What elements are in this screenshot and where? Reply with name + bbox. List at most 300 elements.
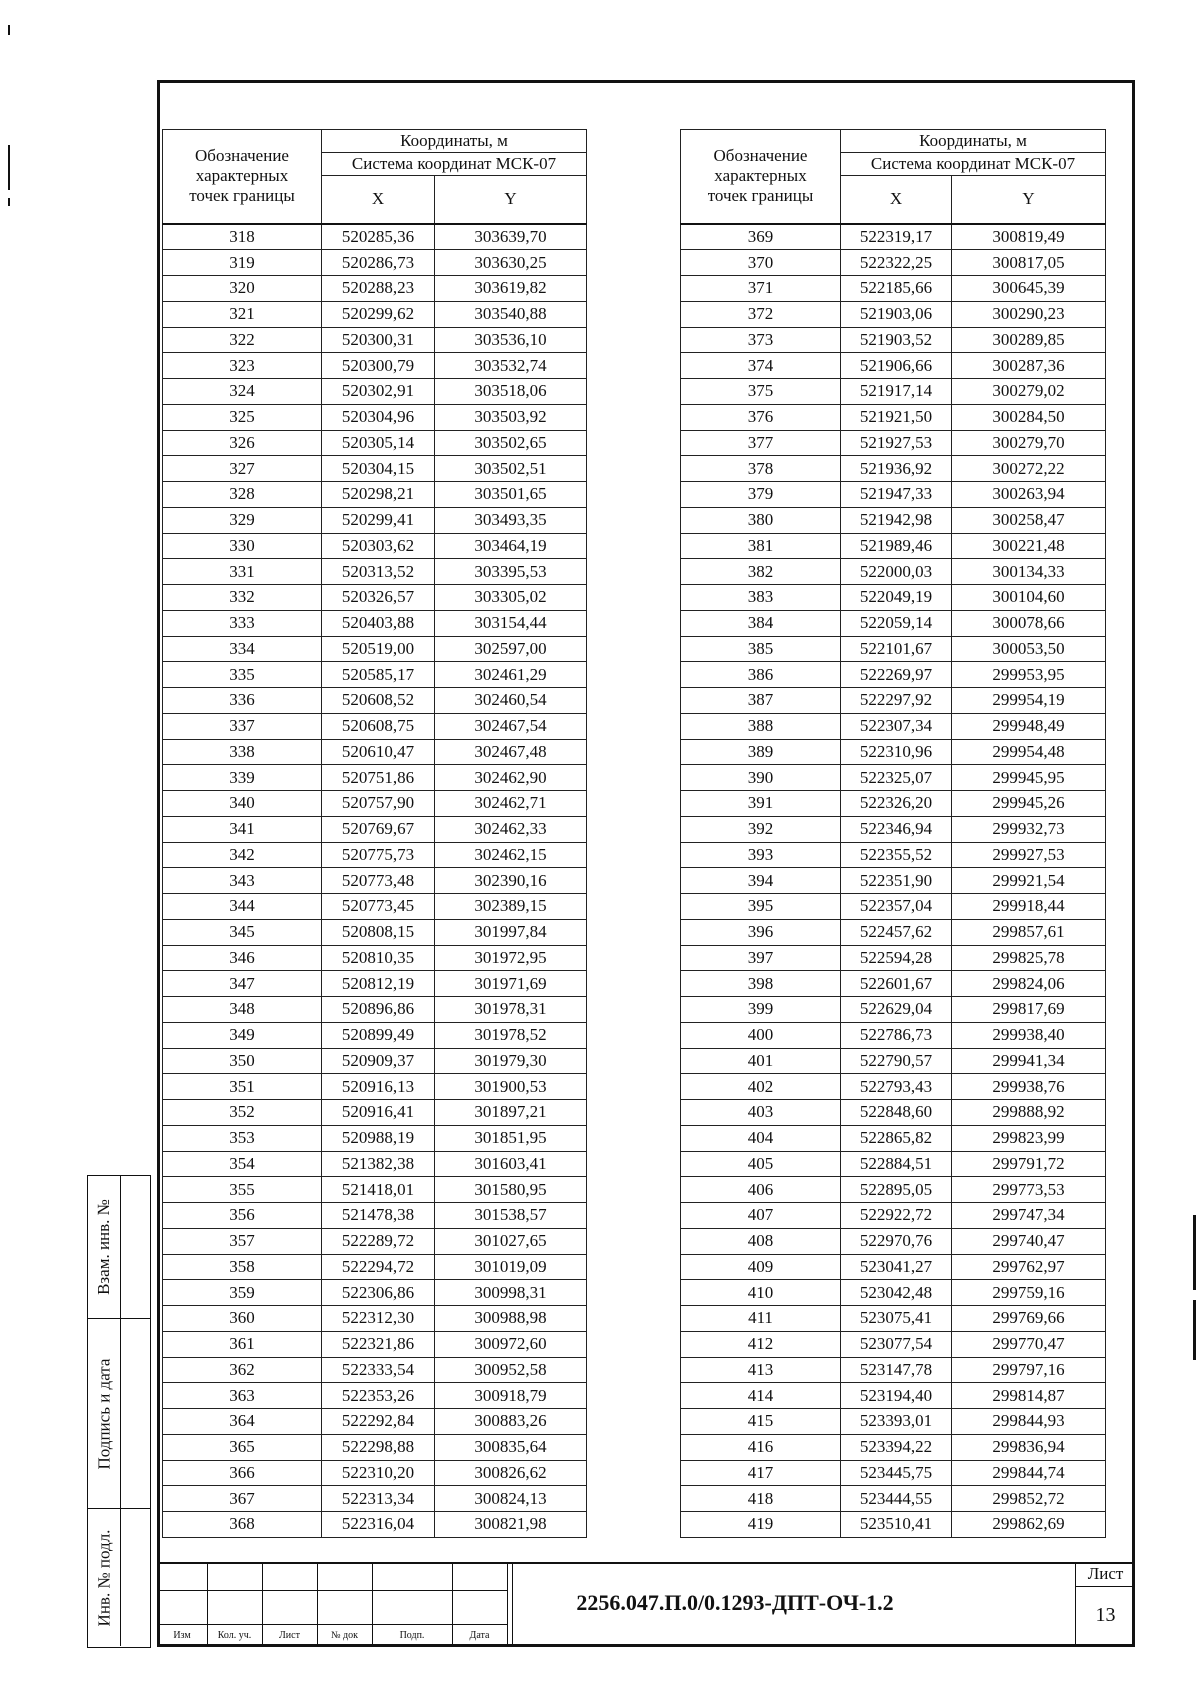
coord-x: 520519,00 bbox=[322, 636, 435, 662]
table-row bbox=[163, 1280, 587, 1306]
coord-y: 300290,23 bbox=[952, 301, 1106, 327]
coord-x: 521418,01 bbox=[322, 1177, 435, 1203]
point-number: 338 bbox=[163, 739, 322, 765]
coord-y: 300263,94 bbox=[952, 482, 1106, 508]
point-number: 374 bbox=[681, 353, 841, 379]
coord-y: 300134,33 bbox=[952, 559, 1106, 585]
coord-y: 302462,33 bbox=[435, 816, 587, 842]
coord-y: 300824,13 bbox=[435, 1486, 587, 1512]
table-row bbox=[163, 1048, 587, 1074]
left-table-body bbox=[163, 224, 587, 1538]
table-row bbox=[681, 662, 1106, 688]
point-number: 378 bbox=[681, 456, 841, 482]
point-number: 395 bbox=[681, 894, 841, 920]
table-row bbox=[163, 1151, 587, 1177]
table-row bbox=[681, 1125, 1106, 1151]
point-number: 405 bbox=[681, 1151, 841, 1177]
point-number: 385 bbox=[681, 636, 841, 662]
table-row bbox=[681, 868, 1106, 894]
coord-x: 522310,20 bbox=[322, 1460, 435, 1486]
point-number: 400 bbox=[681, 1022, 841, 1048]
table-row bbox=[163, 610, 587, 636]
point-number: 339 bbox=[163, 765, 322, 791]
scan-mark bbox=[8, 198, 10, 206]
coord-x: 523075,41 bbox=[841, 1306, 952, 1332]
table-row bbox=[163, 430, 587, 456]
coord-x: 522298,88 bbox=[322, 1434, 435, 1460]
table-row bbox=[681, 713, 1106, 739]
table-row bbox=[163, 713, 587, 739]
coord-x: 523147,78 bbox=[841, 1357, 952, 1383]
table-row bbox=[163, 739, 587, 765]
table-row bbox=[163, 1409, 587, 1435]
coord-y: 301538,57 bbox=[435, 1203, 587, 1229]
scan-mark bbox=[1193, 1300, 1196, 1360]
coord-y: 299825,78 bbox=[952, 945, 1106, 971]
coord-y: 299747,34 bbox=[952, 1203, 1106, 1229]
coord-x: 520909,37 bbox=[322, 1048, 435, 1074]
point-number: 384 bbox=[681, 610, 841, 636]
scan-mark bbox=[8, 145, 10, 190]
coord-x: 520916,41 bbox=[322, 1100, 435, 1126]
point-number: 397 bbox=[681, 945, 841, 971]
coord-x: 522321,86 bbox=[322, 1331, 435, 1357]
table-row bbox=[163, 636, 587, 662]
coord-x: 522865,82 bbox=[841, 1125, 952, 1151]
coord-x: 522294,72 bbox=[322, 1254, 435, 1280]
coord-y: 302467,54 bbox=[435, 713, 587, 739]
coord-x: 522319,17 bbox=[841, 224, 952, 250]
coord-x: 522306,86 bbox=[322, 1280, 435, 1306]
coord-y: 300289,85 bbox=[952, 327, 1106, 353]
coord-y: 299932,73 bbox=[952, 816, 1106, 842]
coord-y: 300952,58 bbox=[435, 1357, 587, 1383]
point-number: 340 bbox=[163, 791, 322, 817]
point-number: 351 bbox=[163, 1074, 322, 1100]
coord-x: 523042,48 bbox=[841, 1280, 952, 1306]
coord-y: 303395,53 bbox=[435, 559, 587, 585]
point-number: 334 bbox=[163, 636, 322, 662]
point-number: 408 bbox=[681, 1228, 841, 1254]
table-row bbox=[163, 945, 587, 971]
table-row bbox=[681, 301, 1106, 327]
table-row bbox=[163, 1125, 587, 1151]
coord-x: 520298,21 bbox=[322, 482, 435, 508]
coord-x: 520300,79 bbox=[322, 353, 435, 379]
coord-x: 522790,57 bbox=[841, 1048, 952, 1074]
table-row bbox=[681, 1280, 1106, 1306]
revision-grid bbox=[157, 1564, 507, 1647]
table-row bbox=[681, 379, 1106, 405]
point-number: 393 bbox=[681, 842, 841, 868]
point-number: 326 bbox=[163, 430, 322, 456]
coord-x: 521903,06 bbox=[841, 301, 952, 327]
coord-x: 522970,76 bbox=[841, 1228, 952, 1254]
point-number: 410 bbox=[681, 1280, 841, 1306]
coord-y: 299953,95 bbox=[952, 662, 1106, 688]
coord-y: 303154,44 bbox=[435, 610, 587, 636]
coord-y: 303501,65 bbox=[435, 482, 587, 508]
point-number: 352 bbox=[163, 1100, 322, 1126]
point-number: 380 bbox=[681, 507, 841, 533]
point-number: 373 bbox=[681, 327, 841, 353]
table-row bbox=[681, 1434, 1106, 1460]
point-number: 329 bbox=[163, 507, 322, 533]
coord-x: 521936,92 bbox=[841, 456, 952, 482]
point-number: 415 bbox=[681, 1409, 841, 1435]
coord-y: 303502,51 bbox=[435, 456, 587, 482]
point-number: 325 bbox=[163, 404, 322, 430]
table-row bbox=[681, 997, 1106, 1023]
table-row bbox=[163, 765, 587, 791]
table-row bbox=[681, 1383, 1106, 1409]
coord-y: 299852,72 bbox=[952, 1486, 1106, 1512]
table-row bbox=[163, 482, 587, 508]
coordinates-table-left bbox=[162, 129, 587, 1538]
coord-x: 522325,07 bbox=[841, 765, 952, 791]
coord-y: 302390,16 bbox=[435, 868, 587, 894]
coord-x: 522269,97 bbox=[841, 662, 952, 688]
header-designation: Обозначение характерных точек границы bbox=[681, 130, 841, 224]
coord-y: 299921,54 bbox=[952, 868, 1106, 894]
table-row bbox=[681, 1228, 1106, 1254]
coord-x: 523394,22 bbox=[841, 1434, 952, 1460]
coord-x: 522355,52 bbox=[841, 842, 952, 868]
table-row bbox=[163, 327, 587, 353]
coord-y: 301900,53 bbox=[435, 1074, 587, 1100]
table-row bbox=[681, 353, 1106, 379]
point-number: 399 bbox=[681, 997, 841, 1023]
table-row bbox=[163, 404, 587, 430]
table-row bbox=[681, 1357, 1106, 1383]
table-row bbox=[681, 1177, 1106, 1203]
point-number: 344 bbox=[163, 894, 322, 920]
coord-x: 522601,67 bbox=[841, 971, 952, 997]
table-row bbox=[681, 765, 1106, 791]
coord-x: 522629,04 bbox=[841, 997, 952, 1023]
coord-x: 522297,92 bbox=[841, 688, 952, 714]
coord-x: 520304,15 bbox=[322, 456, 435, 482]
coord-y: 303619,82 bbox=[435, 276, 587, 302]
table-row bbox=[681, 1022, 1106, 1048]
coord-x: 523041,27 bbox=[841, 1254, 952, 1280]
coord-x: 520299,41 bbox=[322, 507, 435, 533]
point-number: 331 bbox=[163, 559, 322, 585]
stamp-data-label: Дата bbox=[469, 1630, 490, 1641]
coord-x: 521917,14 bbox=[841, 379, 952, 405]
point-number: 356 bbox=[163, 1203, 322, 1229]
coord-x: 520608,52 bbox=[322, 688, 435, 714]
coord-y: 299824,06 bbox=[952, 971, 1106, 997]
coord-x: 521903,52 bbox=[841, 327, 952, 353]
coord-y: 301972,95 bbox=[435, 945, 587, 971]
table-row bbox=[163, 1254, 587, 1280]
table-row bbox=[681, 1203, 1106, 1229]
coord-x: 520403,88 bbox=[322, 610, 435, 636]
coord-x: 520300,31 bbox=[322, 327, 435, 353]
point-number: 342 bbox=[163, 842, 322, 868]
coord-x: 521921,50 bbox=[841, 404, 952, 430]
table-row bbox=[681, 1409, 1106, 1435]
table-row bbox=[681, 1074, 1106, 1100]
coord-y: 300104,60 bbox=[952, 585, 1106, 611]
coord-y: 300826,62 bbox=[435, 1460, 587, 1486]
coord-x: 520313,52 bbox=[322, 559, 435, 585]
table-row bbox=[163, 276, 587, 302]
coord-x: 521478,38 bbox=[322, 1203, 435, 1229]
coord-y: 299948,49 bbox=[952, 713, 1106, 739]
header-system: Система координат МСК-07 bbox=[841, 153, 1106, 176]
coord-y: 301603,41 bbox=[435, 1151, 587, 1177]
coord-x: 522357,04 bbox=[841, 894, 952, 920]
point-number: 418 bbox=[681, 1486, 841, 1512]
coord-y: 299817,69 bbox=[952, 997, 1106, 1023]
coord-x: 520757,90 bbox=[322, 791, 435, 817]
coord-y: 299945,95 bbox=[952, 765, 1106, 791]
coord-y: 301019,09 bbox=[435, 1254, 587, 1280]
coord-y: 301997,84 bbox=[435, 919, 587, 945]
coord-y: 299773,53 bbox=[952, 1177, 1106, 1203]
table-row bbox=[163, 1460, 587, 1486]
coord-y: 299888,92 bbox=[952, 1100, 1106, 1126]
coord-x: 522351,90 bbox=[841, 868, 952, 894]
point-number: 365 bbox=[163, 1434, 322, 1460]
inv-orig-cell bbox=[88, 1508, 150, 1646]
point-number: 327 bbox=[163, 456, 322, 482]
table-row bbox=[163, 224, 587, 250]
coord-x: 521947,33 bbox=[841, 482, 952, 508]
point-number: 332 bbox=[163, 585, 322, 611]
coord-x: 520808,15 bbox=[322, 919, 435, 945]
sheet-label: Лист bbox=[1076, 1562, 1135, 1587]
table-row bbox=[681, 1512, 1106, 1538]
coord-y: 303518,06 bbox=[435, 379, 587, 405]
point-number: 348 bbox=[163, 997, 322, 1023]
table-row bbox=[163, 250, 587, 276]
point-number: 349 bbox=[163, 1022, 322, 1048]
point-number: 322 bbox=[163, 327, 322, 353]
point-number: 389 bbox=[681, 739, 841, 765]
point-number: 318 bbox=[163, 224, 322, 250]
coord-y: 299770,47 bbox=[952, 1331, 1106, 1357]
table-row bbox=[163, 816, 587, 842]
table-row bbox=[163, 559, 587, 585]
coord-y: 299814,87 bbox=[952, 1383, 1106, 1409]
coord-x: 522884,51 bbox=[841, 1151, 952, 1177]
coord-x: 522594,28 bbox=[841, 945, 952, 971]
coord-y: 303305,02 bbox=[435, 585, 587, 611]
coord-y: 300258,47 bbox=[952, 507, 1106, 533]
inv-orig-label: Инв. № подл. bbox=[94, 1529, 113, 1626]
table-row bbox=[163, 1357, 587, 1383]
point-number: 350 bbox=[163, 1048, 322, 1074]
point-number: 333 bbox=[163, 610, 322, 636]
coord-x: 521927,53 bbox=[841, 430, 952, 456]
coord-y: 299954,19 bbox=[952, 688, 1106, 714]
coord-x: 520773,45 bbox=[322, 894, 435, 920]
header-x: X bbox=[841, 176, 952, 224]
coord-y: 300821,98 bbox=[435, 1512, 587, 1538]
point-number: 411 bbox=[681, 1306, 841, 1332]
table-row bbox=[681, 971, 1106, 997]
point-number: 386 bbox=[681, 662, 841, 688]
table-row bbox=[681, 688, 1106, 714]
coord-y: 302389,15 bbox=[435, 894, 587, 920]
table-row bbox=[681, 1100, 1106, 1126]
table-row bbox=[163, 1486, 587, 1512]
table-row bbox=[163, 353, 587, 379]
coord-x: 520326,57 bbox=[322, 585, 435, 611]
coord-y: 299791,72 bbox=[952, 1151, 1106, 1177]
coord-x: 523077,54 bbox=[841, 1331, 952, 1357]
coord-y: 303532,74 bbox=[435, 353, 587, 379]
coord-y: 300287,36 bbox=[952, 353, 1106, 379]
coord-x: 520608,75 bbox=[322, 713, 435, 739]
coord-x: 520288,23 bbox=[322, 276, 435, 302]
point-number: 401 bbox=[681, 1048, 841, 1074]
coord-y: 303540,88 bbox=[435, 301, 587, 327]
table-row bbox=[163, 971, 587, 997]
point-number: 360 bbox=[163, 1306, 322, 1332]
coord-y: 303639,70 bbox=[435, 224, 587, 250]
coord-x: 523445,75 bbox=[841, 1460, 952, 1486]
header-x: X bbox=[322, 176, 435, 224]
coordinates-table-right bbox=[680, 129, 1106, 1538]
point-number: 357 bbox=[163, 1228, 322, 1254]
table-row bbox=[163, 1434, 587, 1460]
point-number: 358 bbox=[163, 1254, 322, 1280]
coord-y: 300998,31 bbox=[435, 1280, 587, 1306]
coord-y: 302597,00 bbox=[435, 636, 587, 662]
point-number: 406 bbox=[681, 1177, 841, 1203]
coord-y: 301971,69 bbox=[435, 971, 587, 997]
table-row bbox=[163, 1022, 587, 1048]
point-number: 404 bbox=[681, 1125, 841, 1151]
coord-x: 522101,67 bbox=[841, 636, 952, 662]
sign-date-label: Подпись и дата bbox=[94, 1358, 113, 1469]
point-number: 345 bbox=[163, 919, 322, 945]
coord-y: 303493,35 bbox=[435, 507, 587, 533]
table-row bbox=[163, 894, 587, 920]
coord-x: 520303,62 bbox=[322, 533, 435, 559]
table-row bbox=[163, 919, 587, 945]
point-number: 363 bbox=[163, 1383, 322, 1409]
stamp-podp-label: Подп. bbox=[399, 1630, 425, 1641]
coord-x: 522000,03 bbox=[841, 559, 952, 585]
table-row bbox=[681, 842, 1106, 868]
coord-x: 522333,54 bbox=[322, 1357, 435, 1383]
point-number: 323 bbox=[163, 353, 322, 379]
table-row bbox=[681, 276, 1106, 302]
coord-x: 520899,49 bbox=[322, 1022, 435, 1048]
point-number: 376 bbox=[681, 404, 841, 430]
coord-y: 299844,93 bbox=[952, 1409, 1106, 1435]
point-number: 370 bbox=[681, 250, 841, 276]
table-row bbox=[163, 868, 587, 894]
coord-y: 299918,44 bbox=[952, 894, 1106, 920]
point-number: 320 bbox=[163, 276, 322, 302]
coord-y: 299797,16 bbox=[952, 1357, 1106, 1383]
coord-x: 520773,48 bbox=[322, 868, 435, 894]
header-system: Система координат МСК-07 bbox=[322, 153, 587, 176]
table-row bbox=[681, 945, 1106, 971]
coord-x: 522346,94 bbox=[841, 816, 952, 842]
coord-x: 522059,14 bbox=[841, 610, 952, 636]
coord-y: 302460,54 bbox=[435, 688, 587, 714]
stamp-list-label: Лист bbox=[279, 1630, 300, 1641]
coord-x: 520775,73 bbox=[322, 842, 435, 868]
coord-y: 300817,05 bbox=[952, 250, 1106, 276]
coord-y: 299938,40 bbox=[952, 1022, 1106, 1048]
point-number: 369 bbox=[681, 224, 841, 250]
point-number: 359 bbox=[163, 1280, 322, 1306]
coord-y: 299823,99 bbox=[952, 1125, 1106, 1151]
header-y: Y bbox=[952, 176, 1106, 224]
point-number: 353 bbox=[163, 1125, 322, 1151]
coord-y: 300645,39 bbox=[952, 276, 1106, 302]
table-row bbox=[163, 1331, 587, 1357]
coord-x: 522185,66 bbox=[841, 276, 952, 302]
table-row bbox=[681, 327, 1106, 353]
table-row bbox=[681, 1048, 1106, 1074]
coord-y: 302462,90 bbox=[435, 765, 587, 791]
coord-x: 522292,84 bbox=[322, 1409, 435, 1435]
coord-y: 300835,64 bbox=[435, 1434, 587, 1460]
header-designation: Обозначение характерных точек границы bbox=[163, 130, 322, 224]
coord-y: 300972,60 bbox=[435, 1331, 587, 1357]
table-row bbox=[163, 1228, 587, 1254]
coord-y: 303502,65 bbox=[435, 430, 587, 456]
header-coordinates: Координаты, м bbox=[841, 130, 1106, 153]
table-row bbox=[163, 662, 587, 688]
coord-y: 303536,10 bbox=[435, 327, 587, 353]
coord-y: 300053,50 bbox=[952, 636, 1106, 662]
point-number: 375 bbox=[681, 379, 841, 405]
point-number: 355 bbox=[163, 1177, 322, 1203]
point-number: 337 bbox=[163, 713, 322, 739]
coord-y: 299844,74 bbox=[952, 1460, 1106, 1486]
coord-y: 301851,95 bbox=[435, 1125, 587, 1151]
coord-y: 301580,95 bbox=[435, 1177, 587, 1203]
coord-y: 299762,97 bbox=[952, 1254, 1106, 1280]
coord-x: 520896,86 bbox=[322, 997, 435, 1023]
table-row bbox=[163, 379, 587, 405]
point-number: 362 bbox=[163, 1357, 322, 1383]
coord-y: 300819,49 bbox=[952, 224, 1106, 250]
table-row bbox=[681, 636, 1106, 662]
replace-inv-label: Взам. инв. № bbox=[94, 1199, 113, 1295]
coord-y: 301979,30 bbox=[435, 1048, 587, 1074]
coord-x: 520286,73 bbox=[322, 250, 435, 276]
coord-y: 300279,70 bbox=[952, 430, 1106, 456]
header-y: Y bbox=[435, 176, 587, 224]
point-number: 346 bbox=[163, 945, 322, 971]
coord-y: 299954,48 bbox=[952, 739, 1106, 765]
coord-x: 521382,38 bbox=[322, 1151, 435, 1177]
point-number: 419 bbox=[681, 1512, 841, 1538]
coord-x: 522289,72 bbox=[322, 1228, 435, 1254]
table-row bbox=[681, 1331, 1106, 1357]
coord-x: 520285,36 bbox=[322, 224, 435, 250]
coord-x: 522457,62 bbox=[841, 919, 952, 945]
table-row bbox=[681, 456, 1106, 482]
coord-y: 301027,65 bbox=[435, 1228, 587, 1254]
point-number: 390 bbox=[681, 765, 841, 791]
point-number: 392 bbox=[681, 816, 841, 842]
coord-y: 300918,79 bbox=[435, 1383, 587, 1409]
point-number: 412 bbox=[681, 1331, 841, 1357]
table-row bbox=[163, 533, 587, 559]
